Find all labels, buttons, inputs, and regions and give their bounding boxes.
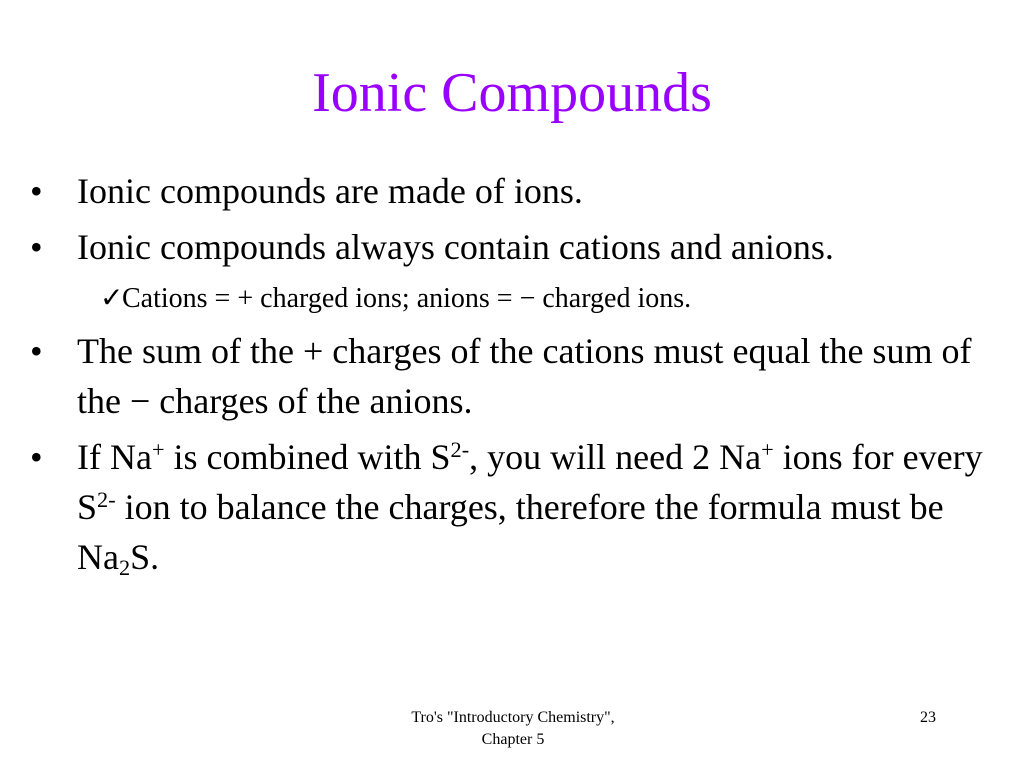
bullet-text: Ionic compounds always contain cations and anions. — [77, 227, 834, 267]
page-number: 23 — [920, 709, 936, 726]
bullet-dot-icon: • — [30, 331, 43, 371]
text-run: ion to balance the charges, therefore the formula must be Na — [77, 487, 944, 577]
bullet-dot-icon: • — [30, 437, 43, 477]
charge-superscript: 2- — [97, 486, 116, 512]
text-run: If Na — [77, 437, 152, 477]
footer-source-line: Chapter 5 — [481, 731, 545, 748]
text-run: is combined with S — [164, 437, 451, 477]
bullet-dot-icon: • — [30, 171, 43, 211]
bullet-item — [30, 326, 990, 426]
footer-source-line: Tro's "Introductory Chemistry", — [411, 709, 615, 726]
footer-source — [370, 707, 656, 751]
sub-bullet-text: Cations = + charged ions; anions = − charged ions. — [122, 283, 692, 314]
text-run: , you will need 2 Na — [469, 437, 762, 477]
bullet-dot-icon: • — [30, 227, 43, 267]
slide-title: Ionic Compounds — [312, 62, 712, 124]
text-run: S. — [130, 537, 160, 577]
formula-subscript: 2 — [118, 554, 131, 580]
bullet-text — [77, 436, 983, 580]
charge-superscript: + — [151, 436, 165, 462]
charge-superscript: + — [761, 436, 774, 462]
text-run: ions for every S — [77, 437, 983, 527]
sub-bullet-item — [30, 278, 990, 320]
bullet-item — [30, 166, 990, 216]
charge-superscript: 2- — [450, 436, 470, 462]
bullet-item — [30, 222, 990, 272]
checkmark-icon: ✓ — [100, 283, 124, 314]
bullet-text: Ionic compounds are made of ions. — [77, 171, 583, 211]
slide-body — [30, 166, 990, 588]
bullet-item — [30, 432, 990, 582]
bullet-text: The sum of the + charges of the cations must equal the sum of the − charges of the anions. — [77, 331, 972, 421]
